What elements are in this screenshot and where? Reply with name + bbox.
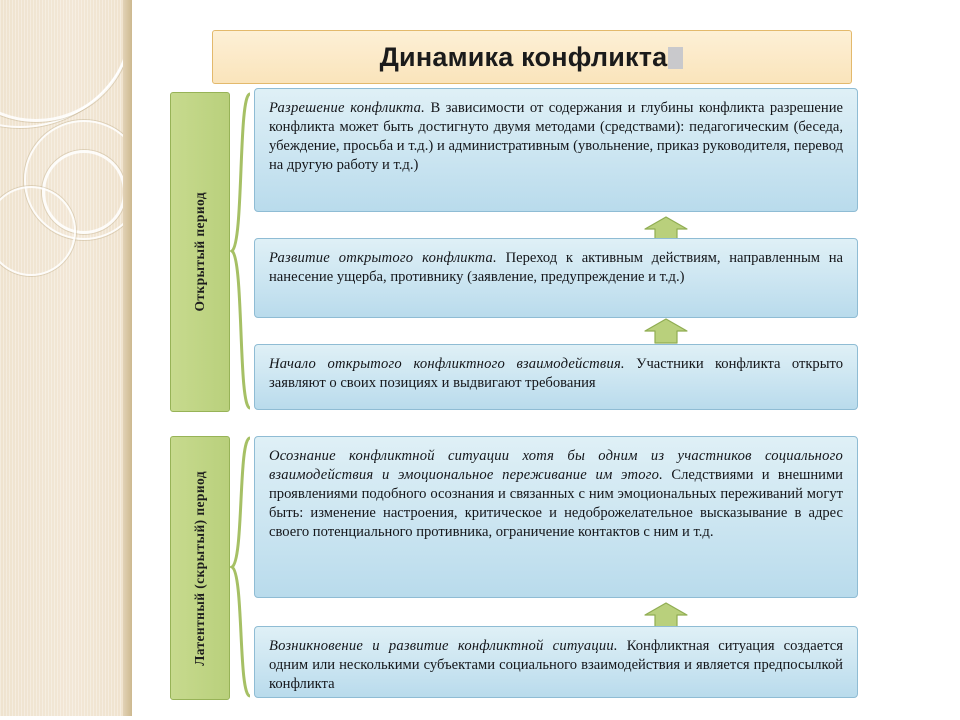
period-label-latent-text: Латентный (скрытый) период <box>191 470 207 666</box>
stage-text-development: Переход к активным действиям, направленным на нанесение ущерба, противнику (заявление, предупреждение и т.д.) <box>269 250 844 285</box>
stage-box-start <box>254 344 858 410</box>
brace-latent-period <box>230 436 252 698</box>
stage-box-emergence <box>254 626 858 698</box>
period-label-latent <box>170 436 230 700</box>
stage-box-development <box>254 238 858 318</box>
text-cursor-block-icon <box>668 47 683 69</box>
stage-text-start: Участники конфликта открыто заявляют о своих позициях и выдвигают требования <box>269 356 843 391</box>
slide-title-banner <box>212 30 852 84</box>
slide-title-text: Динамика конфликта <box>379 41 668 72</box>
conflict-dynamics-diagram <box>166 88 866 700</box>
stage-text-emergence: Конфликтная ситуация создается одним или несколькими субъектами социального взаимодействия и является предпосылкой конфликта <box>269 638 843 692</box>
stage-text-resolution: В зависимости от содержания и глубины конфликта разрешение конфликта может быть достигнуто двумя методами (средствами): педагогическим (беседа, убеждение, просьба и т.д.) и административным (увольнение, приказ руководителя, перевод на другую работу и т.д.) <box>269 100 843 173</box>
stage-text-awareness: Следствиями и внешними проявлениями подобного осознания и связанных с ним эмоциональных переживаний могут быть: изменение настроения, критическое и недоброжелательное высказывание в адрес своего потенциального противника, ограничение контактов с ним и т.д. <box>269 466 843 540</box>
band-edge <box>123 0 132 720</box>
stage-box-awareness <box>254 436 858 598</box>
stage-lead-emergence: Возникновение и развитие конфликтной ситуации. <box>269 638 618 654</box>
stage-lead-start: Начало открытого конфликтного взаимодействия. <box>269 356 625 372</box>
period-label-open-text: Открытый период <box>191 192 207 312</box>
slide-bottom-strip <box>0 716 960 720</box>
page-title <box>380 42 685 73</box>
arrow-up-icon <box>644 318 688 344</box>
decorative-left-band <box>0 0 132 720</box>
stage-lead-development: Развитие открытого конфликта. <box>269 250 497 266</box>
stage-box-resolution <box>254 88 858 212</box>
stage-lead-resolution: Разрешение конфликта. <box>269 100 426 116</box>
arrow-up-icon <box>644 602 688 628</box>
brace-open-period <box>230 92 252 410</box>
stage-lead-awareness: Осознание конфликтной ситуации хотя бы одним из участников социального взаимодействия и эмоциональное переживание им этого. <box>269 448 843 483</box>
period-label-open <box>170 92 230 412</box>
